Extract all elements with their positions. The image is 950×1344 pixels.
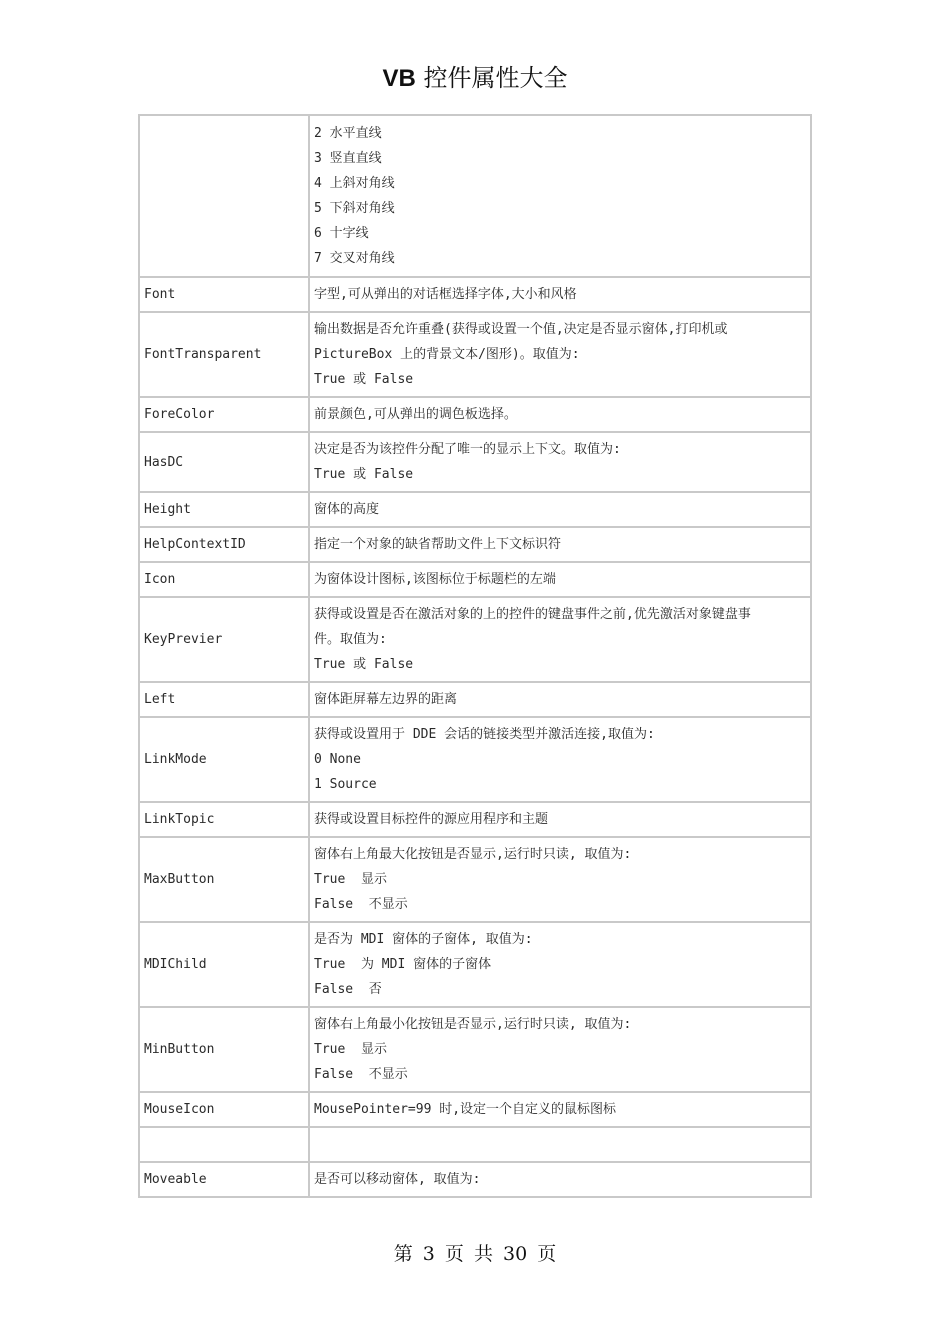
property-name: LinkTopic <box>144 812 215 827</box>
description-line: 获得或设置目标控件的源应用程序和主题 <box>314 812 549 827</box>
page-title <box>0 58 950 93</box>
table-row <box>139 562 811 597</box>
property-name-cell <box>139 1007 309 1092</box>
property-name-cell <box>139 527 309 562</box>
property-name-cell <box>139 717 309 802</box>
property-description-cell <box>309 432 811 492</box>
description-line: 为窗体设计图标,该图标位于标题栏的左端 <box>314 572 556 587</box>
description-line: True 显示 <box>314 872 387 887</box>
property-description-cell <box>309 115 811 277</box>
property-description-cell <box>309 682 811 717</box>
table-row <box>139 397 811 432</box>
property-description-cell <box>309 397 811 432</box>
description-line: 6 十字线 <box>314 226 369 241</box>
property-description-cell <box>309 717 811 802</box>
description-line: True 显示 <box>314 1042 387 1057</box>
description-line: 获得或设置是否在激活对象的上的控件的键盘事件之前,优先激活对象键盘事 <box>314 607 751 622</box>
description-line: 窗体的高度 <box>314 502 380 517</box>
description-line: 前景颜色,可从弹出的调色板选择。 <box>314 407 517 422</box>
property-name-cell <box>139 492 309 527</box>
property-description-cell <box>309 1092 811 1127</box>
description-line: 4 上斜对角线 <box>314 176 395 191</box>
description-line: True 为 MDI 窗体的子窗体 <box>314 957 492 972</box>
property-description-cell <box>309 527 811 562</box>
table-row <box>139 115 811 277</box>
property-name: Icon <box>144 572 176 587</box>
description-line: False 否 <box>314 982 382 997</box>
property-name: MDIChild <box>144 957 207 972</box>
property-name-cell <box>139 115 309 277</box>
property-name: Left <box>144 692 176 707</box>
property-name: LinkMode <box>144 752 207 767</box>
page-footer: 第 3 页 共 30 页 <box>393 1243 557 1265</box>
table-row <box>139 1162 811 1197</box>
description-line: False 不显示 <box>314 1067 408 1082</box>
property-table <box>138 114 812 1198</box>
description-line: True 或 False <box>314 657 414 672</box>
property-description-cell <box>309 277 811 312</box>
description-line: 2 水平直线 <box>314 126 382 141</box>
description-line: 获得或设置用于 DDE 会话的链接类型并激活连接,取值为: <box>314 727 655 742</box>
description-line: 7 交叉对角线 <box>314 251 395 266</box>
property-name-cell <box>139 312 309 397</box>
property-name-cell <box>139 922 309 1007</box>
description-line: 决定是否为该控件分配了唯一的显示上下文。取值为: <box>314 442 621 457</box>
description-line: True 或 False <box>314 372 414 387</box>
property-name: Moveable <box>144 1172 207 1187</box>
description-line: 输出数据是否允许重叠(获得或设置一个值,决定是否显示窗体,打印机或 <box>314 322 728 337</box>
property-name: ForeColor <box>144 407 215 422</box>
description-line: 是否可以移动窗体, 取值为: <box>314 1172 481 1187</box>
description-line: 窗体距屏幕左边界的距离 <box>314 692 458 707</box>
title-text: 控件属性大全 <box>415 64 568 92</box>
property-description-cell <box>309 1127 811 1162</box>
property-name: KeyPrevier <box>144 632 223 647</box>
property-description-cell <box>309 312 811 397</box>
table-row <box>139 1007 811 1092</box>
property-name: FontTransparent <box>144 347 262 362</box>
property-name: HelpContextID <box>144 537 246 552</box>
description-line: 窗体右上角最小化按钮是否显示,运行时只读, 取值为: <box>314 1017 632 1032</box>
description-line: 3 竖直直线 <box>314 151 382 166</box>
property-description-cell <box>309 837 811 922</box>
property-name-cell <box>139 802 309 837</box>
property-name: MaxButton <box>144 872 215 887</box>
property-name-cell <box>139 1162 309 1197</box>
table-row <box>139 922 811 1007</box>
description-line: 是否为 MDI 窗体的子窗体, 取值为: <box>314 932 533 947</box>
property-name: Height <box>144 502 191 517</box>
property-description-cell <box>309 1007 811 1092</box>
table-row <box>139 1127 811 1162</box>
description-line: PictureBox 上的背景文本/图形)。取值为: <box>314 347 580 362</box>
property-name-cell <box>139 397 309 432</box>
property-name-cell <box>139 562 309 597</box>
description-line: 件。取值为: <box>314 632 387 647</box>
property-description-cell <box>309 1162 811 1197</box>
property-name: HasDC <box>144 454 184 470</box>
table-row <box>139 492 811 527</box>
property-description-cell <box>309 562 811 597</box>
property-description-cell <box>309 492 811 527</box>
description-line: False 不显示 <box>314 897 408 912</box>
property-table-body <box>139 115 811 1197</box>
property-name: MouseIcon <box>144 1102 215 1117</box>
table-row <box>139 277 811 312</box>
table-row <box>139 717 811 802</box>
property-name: MinButton <box>144 1042 215 1057</box>
description-line: True 或 False <box>314 467 414 482</box>
description-line: 1 Source <box>314 777 377 792</box>
property-name-cell <box>139 597 309 682</box>
property-description-cell <box>309 922 811 1007</box>
property-name-cell <box>139 432 309 492</box>
table-row <box>139 802 811 837</box>
table-row <box>139 432 811 492</box>
table-row <box>139 682 811 717</box>
property-description-cell <box>309 597 811 682</box>
description-line: 0 None <box>314 752 361 767</box>
property-description-cell <box>309 802 811 837</box>
description-line: 窗体右上角最大化按钮是否显示,运行时只读, 取值为: <box>314 847 632 862</box>
table-row <box>139 837 811 922</box>
table-row <box>139 312 811 397</box>
property-name: Font <box>144 287 176 302</box>
description-line: 指定一个对象的缺省帮助文件上下文标识符 <box>314 537 562 552</box>
description-line: 字型,可从弹出的对话框选择字体,大小和风格 <box>314 287 577 302</box>
description-line: 5 下斜对角线 <box>314 201 395 216</box>
property-name-cell <box>139 277 309 312</box>
title-bold: VB <box>382 65 416 92</box>
property-name-cell <box>139 837 309 922</box>
table-row <box>139 1092 811 1127</box>
property-name-cell <box>139 1127 309 1162</box>
table-row <box>139 597 811 682</box>
property-name-cell <box>139 682 309 717</box>
property-name-cell <box>139 1092 309 1127</box>
table-row <box>139 527 811 562</box>
description-line: MousePointer=99 时,设定一个自定义的鼠标图标 <box>314 1102 617 1117</box>
